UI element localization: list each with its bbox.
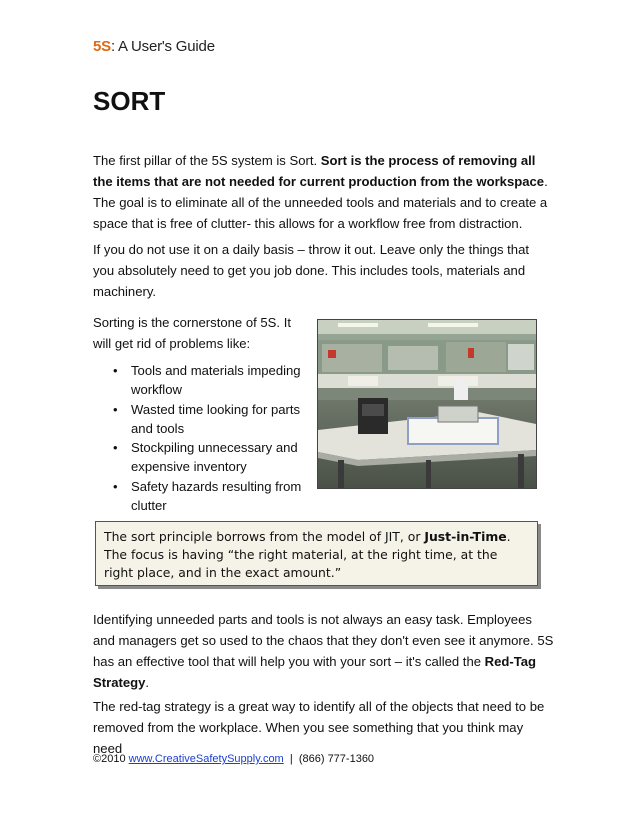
intro-paragraph: [93, 150, 553, 234]
list-item: • Wasted time looking for parts and tools: [110, 400, 310, 439]
intro-text-bold: Sort is the process of removing all the items that are not needed for current production from the workspace: [93, 153, 545, 189]
list-item: • Safety hazards resulting from clutter: [110, 477, 310, 516]
footer-separator: |: [283, 753, 299, 765]
list-item: • Stockpiling unnecessary and expensive inventory: [110, 438, 310, 477]
workshop-photo: [317, 319, 537, 489]
list-item: • Tools and materials impeding workflow: [110, 361, 310, 400]
callout-text-c: . The focus is having “the right material, at the right time, at the right place, and in the exact amount.”: [104, 529, 511, 580]
footer-phone: (866) 777-1360: [298, 753, 375, 765]
header-subtitle: : A User's Guide: [110, 38, 215, 55]
callout-text-bold: Just-in-Time: [424, 529, 507, 544]
red-tag-strategy-term: Red-Tag Strategy: [93, 654, 537, 690]
cornerstone-paragraph: Sorting is the cornerstone of 5S. It will get rid of problems like:: [93, 315, 291, 351]
problems-list: [110, 361, 310, 515]
callout-text-a: The sort principle borrows from the model of JIT, or: [104, 529, 425, 544]
intro-text-c: . The goal is to eliminate all of the unneeded tools and materials and to create a space that is free of clutter- this allows for a workflow free from distraction.: [93, 174, 548, 231]
red-tag-paragraph: The red-tag strategy is a great way to identify all of the objects that need to be removed from the workplace. When you see something that you think may need: [93, 699, 545, 756]
website-link[interactable]: www.CreativeSafetySupply.com: [128, 753, 284, 765]
identifying-text-c: .: [145, 675, 150, 690]
identifying-text-a: Identifying unneeded parts and tools is not always an easy task. Employees and managers get so used to the chaos that they don't even see it anymore. 5S has an effective tool that will help you with your sort – it's called the: [93, 612, 554, 669]
jit-callout-box: [95, 521, 538, 586]
intro-text-a: The first pillar of the 5S system is Sort.: [93, 153, 321, 168]
daily-basis-paragraph: If you do not use it on a daily basis – throw it out. Leave only the things that you absolutely need to get you job done. This includes tools, materials and machinery.: [93, 242, 530, 299]
header-brand: 5S: [93, 38, 111, 55]
jit-callout-text: [96, 522, 537, 588]
footer-copyright: ©2010: [93, 753, 129, 765]
running-header: [93, 38, 215, 55]
workshop-photo-illustration: [318, 320, 536, 488]
page-title: SORT: [93, 86, 166, 116]
page-footer: [93, 753, 374, 765]
identifying-paragraph: [93, 609, 555, 693]
